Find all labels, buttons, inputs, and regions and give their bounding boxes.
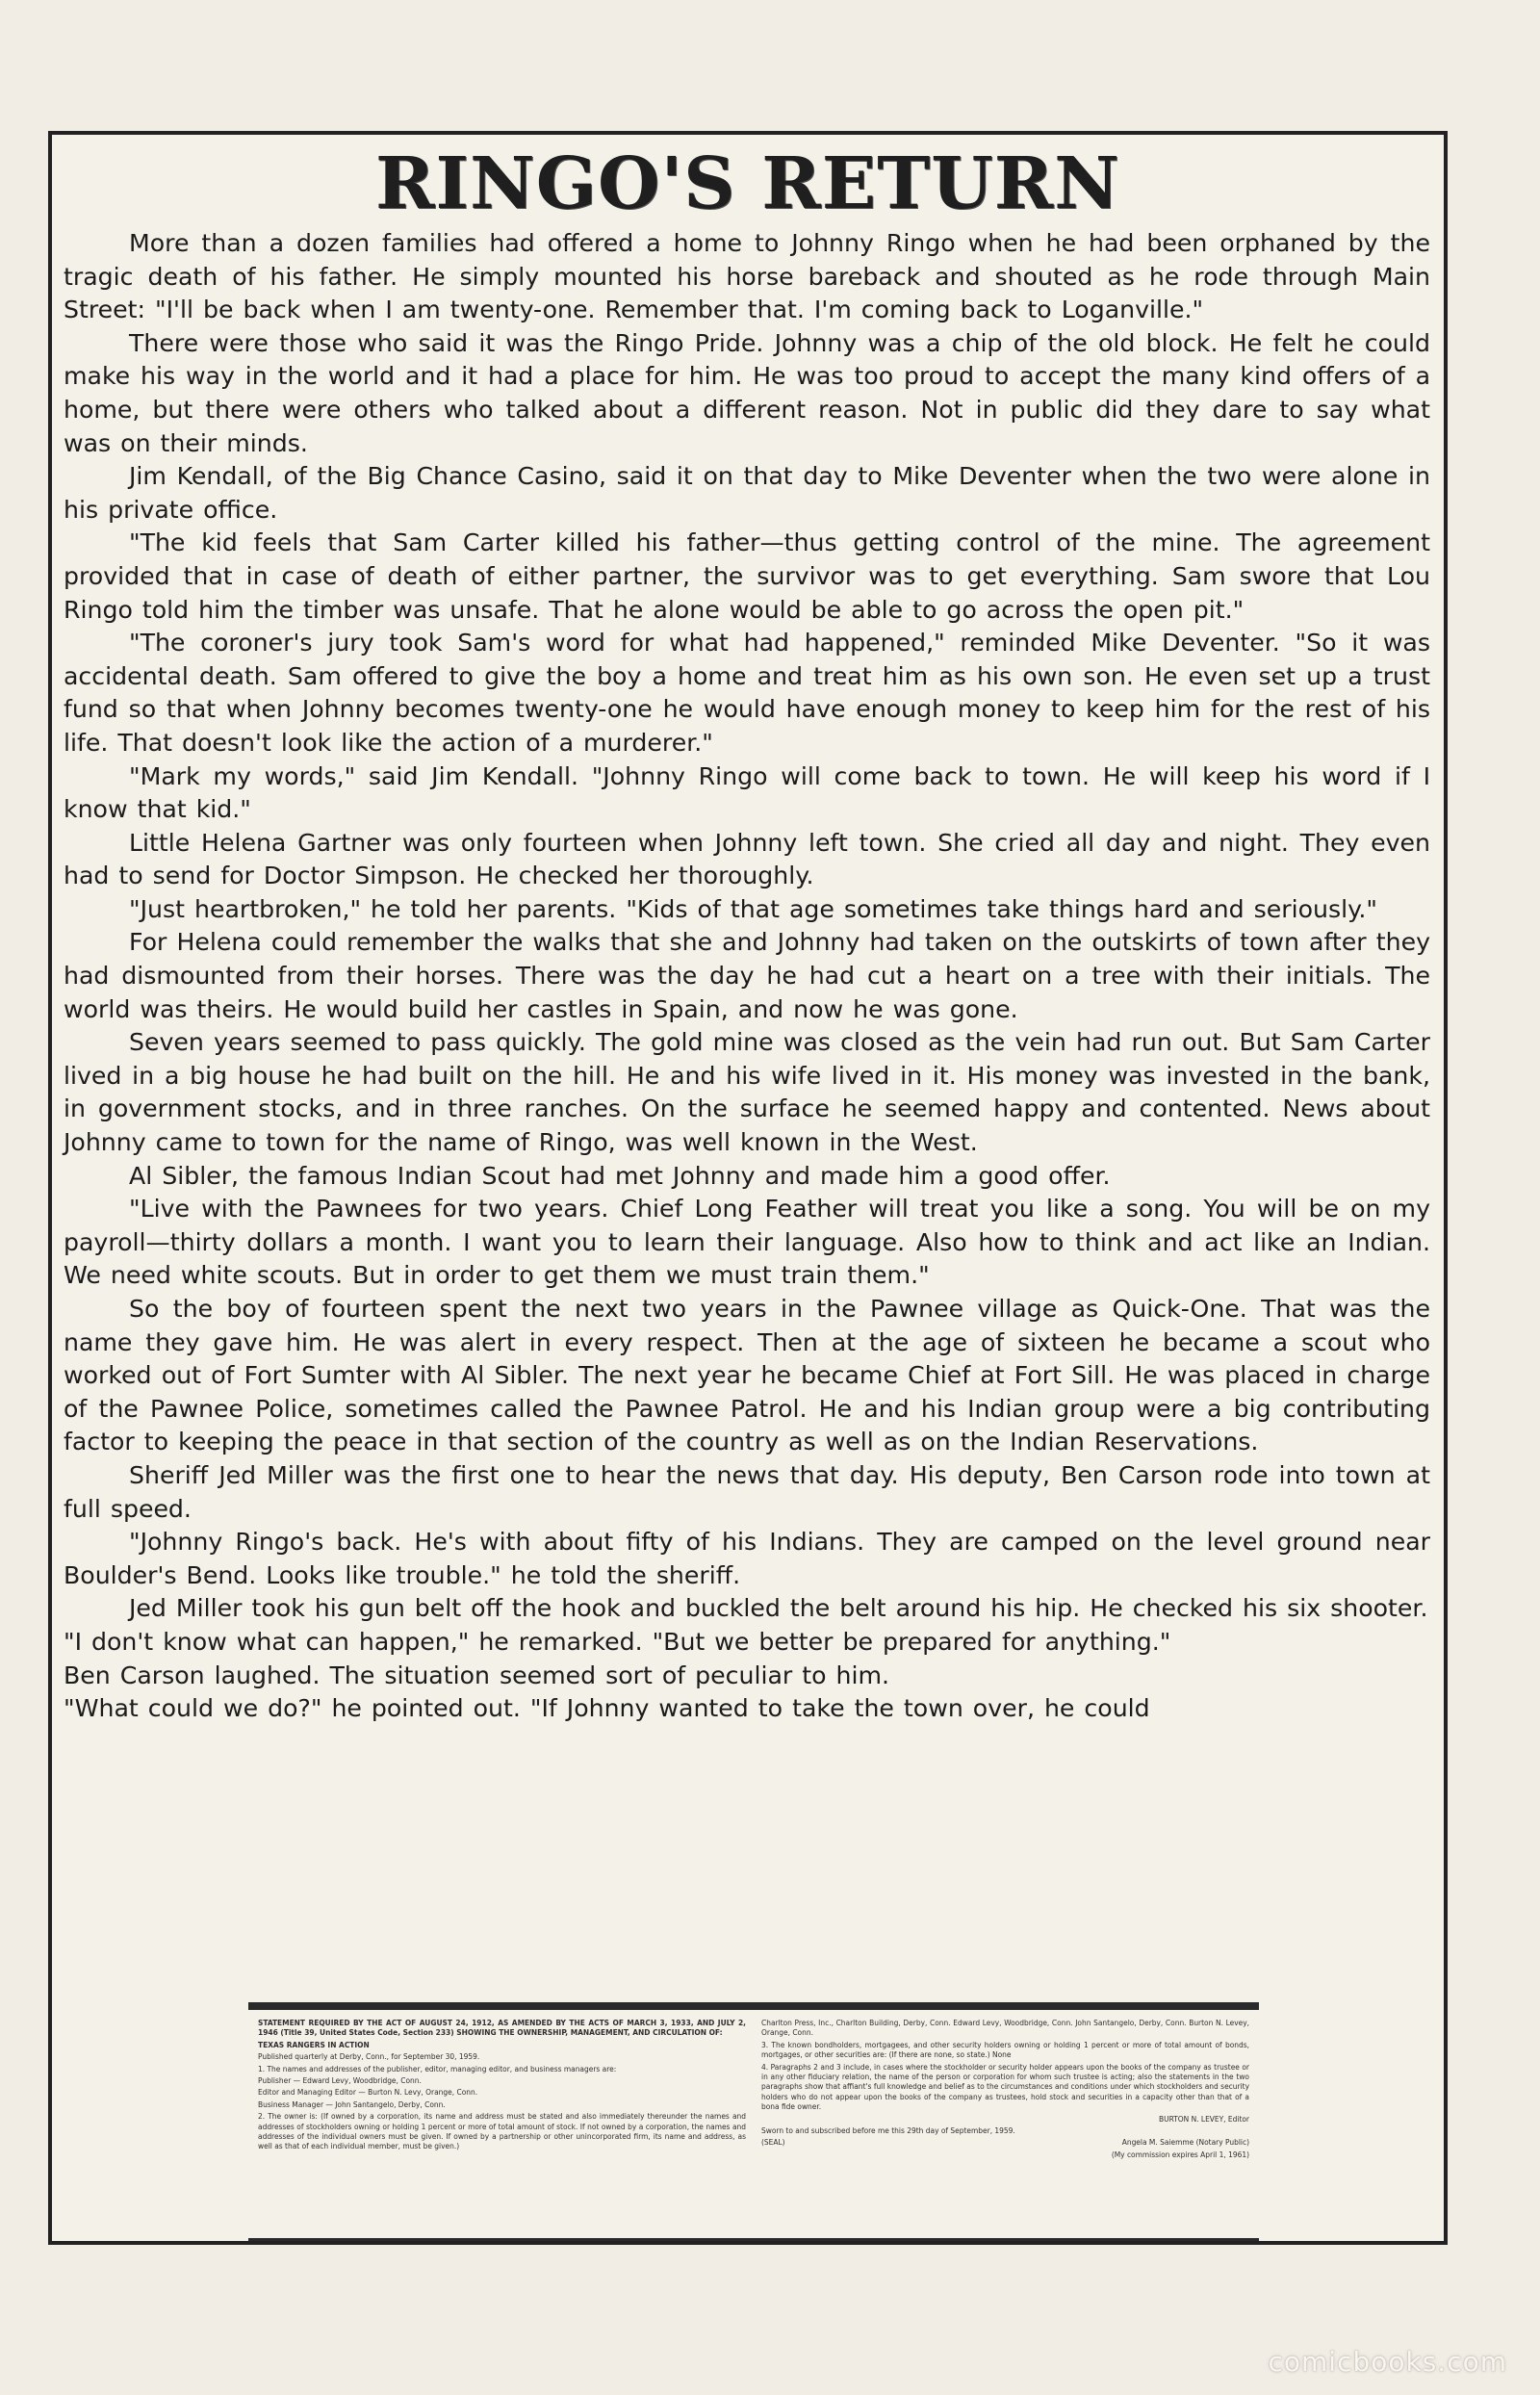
ownership-statement [248, 2002, 1259, 2241]
statement-signer: BURTON N. LEVEY, Editor [1159, 2113, 1249, 2124]
statement-item-1: 1. The names and addresses of the publisher, editor, managing editor, and business managers are: [258, 2063, 617, 2073]
statement-publication: TEXAS RANGERS IN ACTION [258, 2039, 370, 2049]
story-title: RINGO'S RETURN [375, 142, 1120, 225]
story-paragraph: Jed Miller took his gun belt off the hook and buckled the belt around his hip. He checked his six shooter. [129, 1594, 1428, 1623]
story-paragraph: Jim Kendall, of the Big Chance Casino, said it on that day to Mike Deventer when the two were alone in his private office. [64, 462, 1430, 524]
story-paragraph: "What could we do?" he pointed out. "If Johnny wanted to take the town over, he could [64, 1694, 1150, 1723]
story-paragraph: "Mark my words," said Jim Kendall. "Johnny Ringo will come back to town. He will keep his word if I know that kid." [64, 761, 1430, 824]
story-paragraph: Ben Carson laughed. The situation seemed sort of peculiar to him. [64, 1661, 890, 1689]
statement-item-2: 2. The owner is: (If owned by a corporation, its name and address must be stated and also immediately thereunder the names and addresses of stockholders owning or holding 1 percent or more of total amount of stock. If not owned by a corporation, the names and addresses of the individual owners must be given. If owned by a partnership or other unincorporated firm, its name and address, as well as that of each individual member, must be given.) [258, 2111, 746, 2151]
statement-column-left [258, 2018, 746, 2230]
statement-item-3: 3. The known bondholders, mortgagees, and other security holders owning or holding 1 percent or more of total amount of bonds, mortgages, or other securities are: (If there are none, so state.) None [761, 2039, 1249, 2060]
story-paragraph: There were those who said it was the Ringo Pride. Johnny was a chip of the old block. He felt he could make his way in the world and it had a place for him. He was too proud to accept the many kind offers of a home, but there were others who talked about a different reason. Not in public did they dare to say what was on their minds. [64, 328, 1430, 457]
story-frame [48, 131, 1448, 2245]
story-paragraph: "The coroner's jury took Sam's word for what had happened," reminded Mike Deventer. "So it was accidental death. Sam offered to give the boy a home and treat him as his own son. He even set up a trust fund so that when Johnny becomes twenty-one he would have enough money to keep him for the rest of his life. That doesn't look like the action of a murderer." [64, 629, 1430, 757]
statement-business-manager: Business Manager — John Santangelo, Derby, Conn. [258, 2099, 446, 2109]
story-paragraph: Little Helena Gartner was only fourteen when Johnny left town. She cried all day and night. They even had to send for Doctor Simpson. He checked her thoroughly. [64, 828, 1430, 890]
story-paragraph: "I don't know what can happen," he remarked. "But we better be prepared for anything." [64, 1627, 1171, 1656]
story-paragraph: "The kid feels that Sam Carter killed his father—thus getting control of the mine. The agreement provided that in case of death of either partner, the survivor was to get everything. Sam swore that Lou Ringo told him the timber was unsafe. That he alone would be able to go across the open pit." [64, 528, 1430, 624]
story-paragraph: "Johnny Ringo's back. He's with about fifty of his Indians. They are camped on the level ground near Boulder's Bend. Looks like trouble." he told the sheriff. [64, 1528, 1430, 1589]
story-paragraph: Al Sibler, the famous Indian Scout had met Johnny and made him a good offer. [129, 1161, 1111, 1190]
story-body [64, 227, 1430, 1726]
story-paragraph: "Just heartbroken," he told her parents. "Kids of that age sometimes take things hard and seriously." [129, 894, 1377, 923]
statement-seal-row [761, 2137, 1249, 2147]
story-paragraph: More than a dozen families had offered a home to Johnny Ringo when he had been orphaned by the tragic death of his father. He simply mounted his horse bareback and shouted as he rode through Main Street: "I'll be back when I am twenty-one. Remember that. I'm coming back to Loganville." [64, 229, 1430, 324]
statement-commission: (My commission expires April 1, 1961) [1111, 2149, 1249, 2159]
statement-notary: Angela M. Saiemme (Notary Public) [1121, 2137, 1249, 2148]
watermark: comicbooks.com [1268, 2346, 1507, 2378]
statement-heading: STATEMENT REQUIRED BY THE ACT OF AUGUST 24, 1912, AS AMENDED BY THE ACTS OF MARCH 3, 1933, AND JULY 2, 1946 (Title 39, United States Code, Section 233) SHOWING THE OWNERSHIP, MANAGEMENT, AND CIRCULATION OF: [258, 2018, 746, 2038]
statement-item-4: 4. Paragraphs 2 and 3 include, in cases where the stockholder or security holder appears upon the books of the company as trustee or in any other fiduciary relation, the name of the person or corporation for whom such trustee is acting; also the statements in the two paragraphs show that affiant's full knowledge and belief as to the circumstances and conditions under which stockholders and security holders who do not appear upon the books of the company as trustees, hold stock and securities in a capacity other than that of a bona fide owner. [761, 2061, 1249, 2112]
statement-frequency: Published quarterly at Derby, Conn., for September 30, 1959. [258, 2051, 480, 2062]
story-paragraph: Seven years seemed to pass quickly. The gold mine was closed as the vein had run out. But Sam Carter lived in a big house he had built on the hill. He and his wife lived in it. His money was invested in the bank, in government stocks, and in three ranches. On the surface he seemed happy and contented. News about Johnny came to town for the name of Ringo, was well known in the West. [64, 1028, 1430, 1157]
statement-owners: Charlton Press, Inc., Charlton Building, Derby, Conn. Edward Levy, Woodbridge, Conn. John Santangelo, Derby, Conn. Burton N. Levey, Orange, Conn. [761, 2018, 1249, 2038]
statement-editor: Editor and Managing Editor — Burton N. Levy, Orange, Conn. [258, 2087, 478, 2098]
story-paragraph: "Live with the Pawnees for two years. Chief Long Feather will treat you like a song. You will be on my payroll—thirty dollars a month. I want you to learn their language. Also how to think and act like an Indian. We need white scouts. But in order to get them we must train them." [64, 1195, 1430, 1290]
story-paragraph: For Helena could remember the walks that she and Johnny had taken on the outskirts of town after they had dismounted from their horses. There was the day he had cut a heart on a tree with their initials. The world was theirs. He would build her castles in Spain, and now he was gone. [64, 928, 1430, 1023]
statement-publisher: Publisher — Edward Levy, Woodbridge, Conn. [258, 2075, 422, 2086]
statement-sworn: Sworn to and subscribed before me this 29th day of September, 1959. [761, 2125, 1015, 2136]
story-paragraph: Sheriff Jed Miller was the first one to hear the news that day. His deputy, Ben Carson rode into town at full speed. [64, 1460, 1430, 1523]
statement-seal: (SEAL) [761, 2137, 785, 2148]
story-paragraph: So the boy of fourteen spent the next two years in the Pawnee village as Quick-One. That was the name they gave him. He was alert in every respect. Then at the age of sixteen he became a scout who worked out of Fort Sumter with Al Sibler. The next year he became Chief at Fort Sill. He was placed in charge of the Pawnee Police, sometimes called the Pawnee Patrol. He and his Indian group were a big contributing factor to keeping the peace in that section of the country as well as on the Indian Reservations. [64, 1295, 1430, 1456]
statement-column-right [761, 2018, 1249, 2230]
